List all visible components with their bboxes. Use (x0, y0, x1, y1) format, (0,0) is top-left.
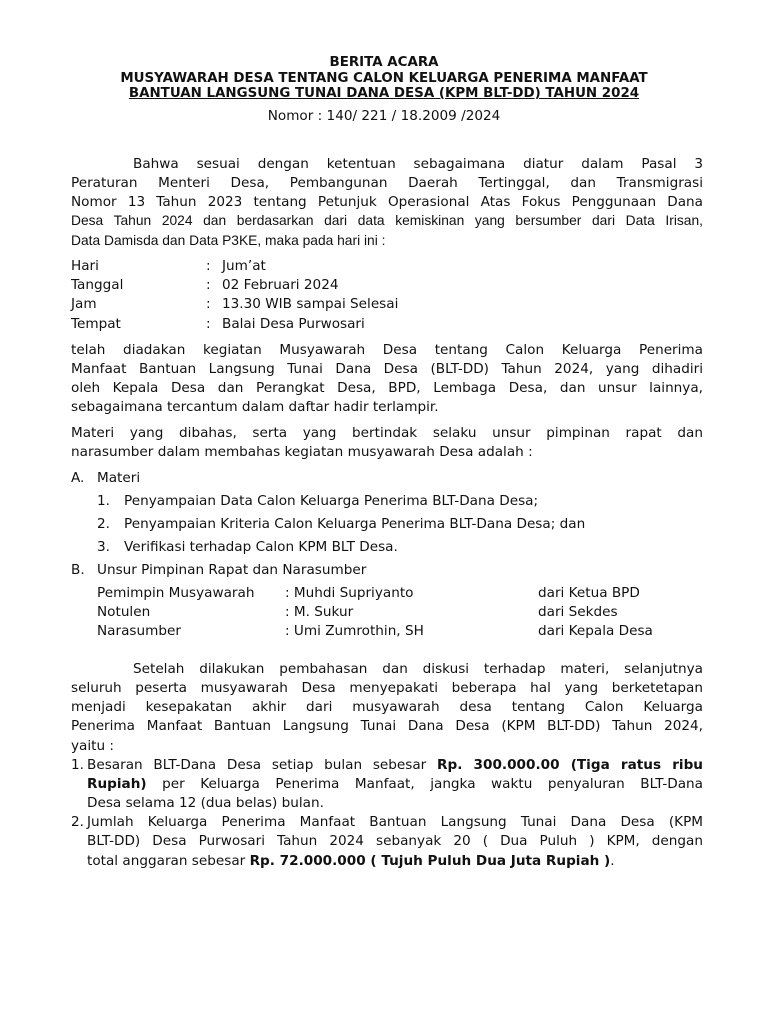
point-2-amount: Rp. 72.000.000 ( Tujuh Puluh Dua Juta Rupiah ) (249, 853, 611, 869)
body2-line-2: narasumber dalam membahas kegiatan musyawarah Desa adalah : (71, 444, 533, 460)
officer-origin: dari Ketua BPD (538, 585, 640, 601)
point-1-text-cont: per Keluarga Penerima Manfaat, jangka waktu penyaluran BLT-Dana (146, 776, 703, 792)
list-item: Verifikasi terhadap Calon KPM BLT Desa. (124, 539, 398, 555)
intro-line-1: Bahwa sesuai dengan ketentuan sebagaimana diatur dalam Pasal 3 (133, 156, 703, 172)
intro-line-3: Nomor 13 Tahun 2023 tentang Petunjuk Operasional Atas Fokus Penggunaan Dana (71, 194, 703, 210)
list-item-number: 2. (97, 516, 110, 532)
schedule-sep: : (206, 277, 211, 293)
officer-name: : M. Sukur (285, 604, 354, 620)
doc-subtitle-2 (0, 86, 768, 102)
schedule-value-hari: Jum’at (222, 258, 266, 274)
point-2-text: total anggaran sebesar (87, 853, 250, 869)
doc-subtitle-2-text: BANTUAN LANGSUNG TUNAI DANA DESA (KPM BLT-DD) TAHUN 2024 (128, 86, 640, 101)
doc-number: Nomor : 140/ 221 / 18.2009 /2024 (267, 108, 501, 124)
officer-name: : Muhdi Supriyanto (285, 585, 414, 601)
point-1-line-1 (87, 756, 703, 774)
schedule-value-jam: 13.30 WIB sampai Selesai (222, 296, 399, 312)
conclusion-line-2: seluruh peserta musyawarah Desa menyepakati beberapa hal yang berketetapan (71, 680, 703, 696)
schedule-value-tempat: Balai Desa Purwosari (222, 316, 365, 332)
section-b-marker: B. (71, 562, 85, 578)
body1-line-4: sebagaimana tercantum dalam daftar hadir terlampir. (71, 399, 439, 415)
schedule-sep: : (206, 296, 211, 312)
body1-line-3: oleh Kepala Desa dan Perangkat Desa, BPD, Lembaga Desa, dan unsur lainnya, (71, 380, 703, 396)
point-1-line-2 (87, 775, 703, 793)
schedule-sep: : (206, 258, 211, 274)
schedule-label-tempat: Tempat (71, 316, 121, 332)
point-1-line-3: Desa selama 12 (dua belas) bulan. (87, 795, 324, 811)
list-item: Penyampaian Kriteria Calon Keluarga Penerima BLT-Dana Desa; dan (124, 516, 586, 532)
intro-line-5: Data Damisda dan Data P3KE, maka pada hari ini : (71, 233, 386, 248)
schedule-sep: : (206, 316, 211, 332)
conclusion-line-3: menjadi kesepakatan akhir dari musyawarah desa tentang Calon Keluarga (71, 699, 703, 715)
point-number: 1. (71, 757, 84, 773)
point-1-text: Besaran BLT-Dana Desa setiap bulan sebesar (87, 757, 438, 773)
officer-role: Pemimpin Musyawarah (97, 585, 255, 601)
body1-line-1: telah diadakan kegiatan Musyawarah Desa tentang Calon Keluarga Penerima (71, 342, 703, 358)
list-item-number: 3. (97, 539, 110, 555)
officer-origin: dari Kepala Desa (538, 623, 653, 639)
doc-subtitle-1: MUSYAWARAH DESA TENTANG CALON KELUARGA PENERIMA MANFAAT (120, 71, 648, 86)
schedule-label-jam: Jam (71, 296, 97, 312)
officer-name: : Umi Zumrothin, SH (285, 623, 424, 639)
doc-title: BERITA ACARA (329, 55, 439, 70)
body2-line-1: Materi yang dibahas, serta yang bertindak selaku unsur pimpinan rapat dan (71, 425, 703, 441)
point-2-line-2: BLT-DD) Desa Purwosari Tahun 2024 sebanyak 20 ( Dua Puluh ) KPM, dengan (87, 833, 703, 849)
schedule-value-tanggal: 02 Februari 2024 (222, 277, 339, 293)
schedule-label-tanggal: Tanggal (71, 277, 124, 293)
section-a-marker: A. (71, 470, 85, 486)
body1-line-2: Manfaat Bantuan Langsung Tunai Dana Desa (BLT-DD) Tahun 2024, yang dihadiri (71, 361, 703, 377)
intro-line-4: Desa Tahun 2024 dan berdasarkan dari data kemiskinan yang bersumber dari Data Irisan, (71, 213, 703, 228)
section-b-title: Unsur Pimpinan Rapat dan Narasumber (97, 562, 367, 578)
section-a-title: Materi (97, 470, 141, 486)
conclusion-line-1: Setelah dilakukan pembahasan dan diskusi terhadap materi, selanjutnya (133, 661, 703, 677)
point-number: 2. (71, 814, 84, 830)
list-item: Penyampaian Data Calon Keluarga Penerima BLT-Dana Desa; (124, 493, 539, 509)
point-2-end: . (610, 853, 615, 869)
officer-origin: dari Sekdes (538, 604, 618, 620)
schedule-label-hari: Hari (71, 258, 99, 274)
point-1-amount-cont: Rupiah) (87, 776, 147, 792)
conclusion-line-5: yaitu : (71, 738, 114, 754)
officer-role: Narasumber (97, 623, 181, 639)
point-1-amount: Rp. 300.000.00 (Tiga ratus ribu (437, 757, 703, 773)
intro-line-2: Peraturan Menteri Desa, Pembangunan Daerah Tertinggal, dan Transmigrasi (71, 175, 703, 191)
point-2-line-3 (87, 852, 703, 870)
list-item-number: 1. (97, 493, 110, 509)
conclusion-line-4: Penerima Manfaat Bantuan Langsung Tunai Dana Desa (KPM BLT-DD) Tahun 2024, (71, 718, 703, 734)
officer-role: Notulen (97, 604, 151, 620)
point-2-line-1: Jumlah Keluarga Penerima Manfaat Bantuan Langsung Tunai Dana Desa (KPM (87, 814, 703, 830)
